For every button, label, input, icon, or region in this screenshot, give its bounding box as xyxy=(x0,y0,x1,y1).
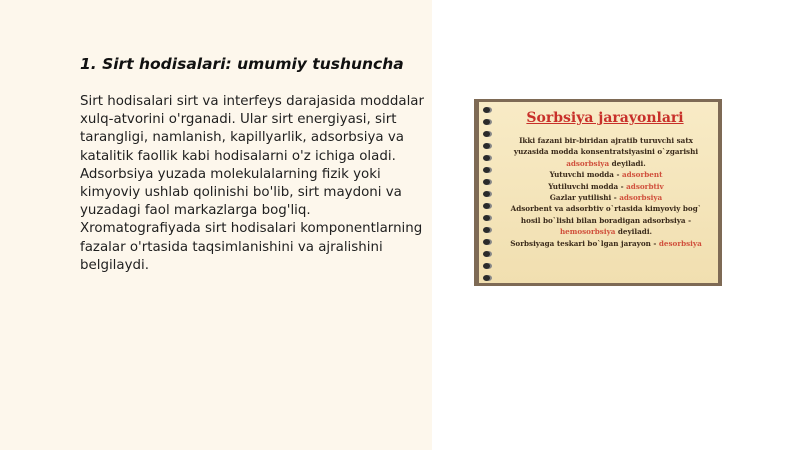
notebook-line: hosil bo`lishi bilan boradigan adsorbsiya - xyxy=(520,215,692,225)
notebook-heading: Sorbsiya jarayonlari xyxy=(526,110,684,126)
spiral-ring xyxy=(483,251,490,257)
term-highlight: desorbsiya xyxy=(658,238,702,248)
term-highlight: adsorbsiya xyxy=(566,158,610,168)
spiral-ring xyxy=(483,203,490,209)
term-highlight: hemosorbsiya xyxy=(559,227,616,237)
spiral-ring xyxy=(483,191,490,197)
spiral-ring xyxy=(483,239,490,245)
spiral-ring xyxy=(483,131,490,137)
spiral-binding xyxy=(483,107,493,282)
notebook-line-text: deyiladi. xyxy=(609,158,646,168)
slide-title: 1. Sirt hodisalari: umumiy tushuncha xyxy=(80,55,404,73)
notebook-line-text: Gazlar yutilishi - xyxy=(549,193,620,203)
spiral-ring xyxy=(483,215,490,221)
notebook-line: yuzasida modda konsentratsiyasini o`zgarishi xyxy=(513,147,699,157)
notebook-line-text: Yutuvchi modda - xyxy=(549,170,622,180)
spiral-ring xyxy=(483,155,490,161)
notebook-line-text: Yutiluvchi modda - xyxy=(548,181,627,191)
notebook-line xyxy=(500,181,712,192)
spiral-ring xyxy=(483,275,490,281)
notebook-line xyxy=(500,192,712,203)
notebook-line: Ikki fazani bir-biridan ajratib turuvchi satx xyxy=(519,136,693,145)
notebook-line xyxy=(500,226,712,237)
spiral-ring xyxy=(483,119,490,125)
slide-body-text: Sirt hodisalari sirt va interfeys darajasida moddalar xulq-atvorini o'rganadi. Ular sirt energiyasi, sirt tarangligi, namlanish, kapillyarlik, adsorbsiya va katalitik faollik kabi hodisalarni o'z ichiga oladi. Adsorbsiya yuzada molekulalarning fizik yoki kimyoviy ushlab qolinishi bo'lib, sirt maydoni va yuzadagi faol markazlarga bog'liq. Xromatografiyada sirt hodisalari komponentlarning fazalar o'rtasida taqsimlanishini va ajralishini belgilaydi. xyxy=(80,94,425,273)
notebook-line xyxy=(500,169,712,180)
notebook-line-text: Sorbsiyaga teskari bo`lgan jarayon - xyxy=(510,238,659,248)
notebook-text xyxy=(500,135,712,249)
spiral-ring xyxy=(483,179,490,185)
spiral-ring xyxy=(483,263,490,269)
spiral-ring xyxy=(483,143,490,149)
spiral-ring xyxy=(483,107,490,113)
spiral-ring xyxy=(483,227,490,233)
notebook-line xyxy=(500,158,712,169)
spiral-ring xyxy=(483,167,490,173)
term-highlight: adsorbsiya xyxy=(619,193,663,203)
term-highlight: adsorbent xyxy=(621,170,663,180)
notebook-image xyxy=(474,99,722,286)
term-highlight: adsorbtiv xyxy=(626,181,664,191)
notebook-line xyxy=(500,238,712,249)
notebook-line-text: deyiladi. xyxy=(615,227,653,237)
notebook-line: Adsorbent va adsorbtiv o`rtasida kimyoviy bog` xyxy=(510,204,702,214)
